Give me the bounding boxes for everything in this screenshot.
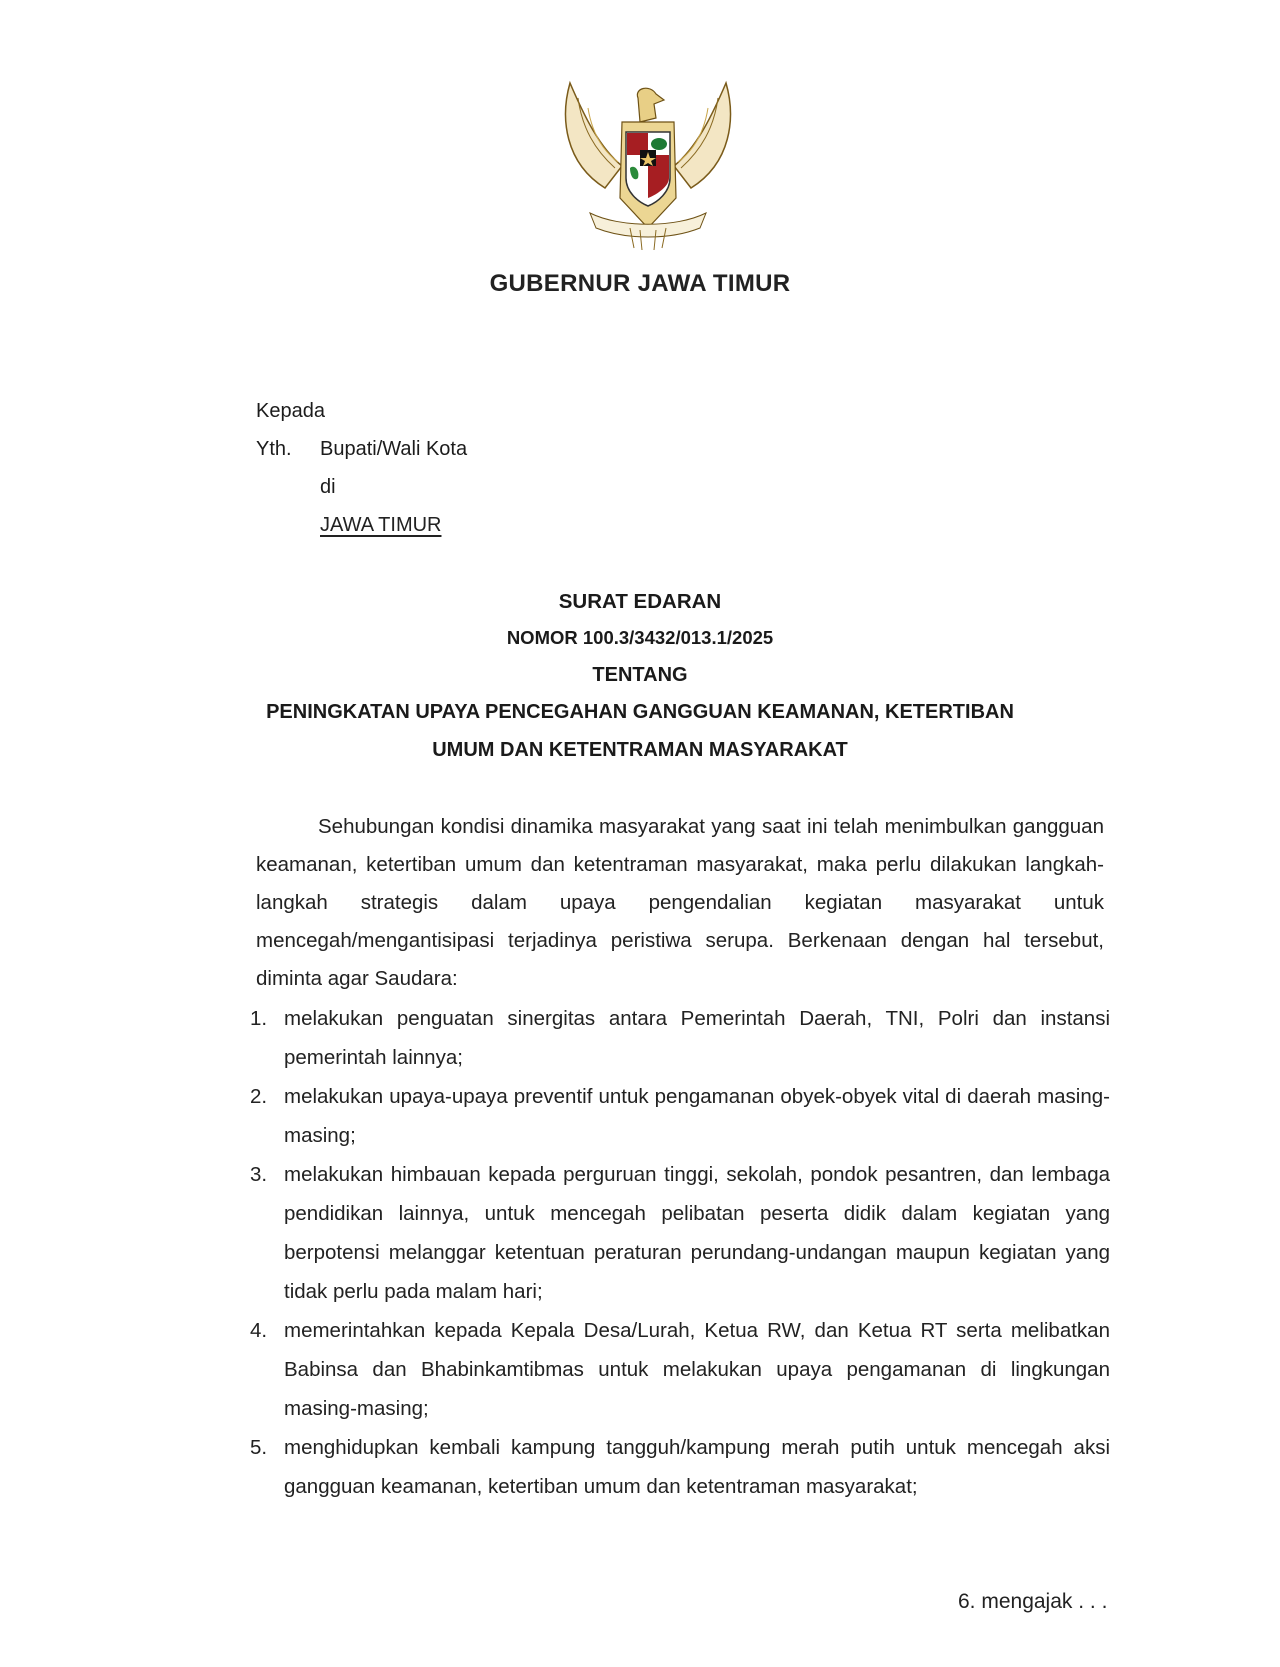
list-item-text: melakukan upaya-upaya preventif untuk pengamanan obyek-obyek vital di daerah masing-masing;: [284, 1085, 1110, 1147]
garuda-emblem-icon: [560, 78, 736, 256]
address-recipient: Bupati/Wali Kota: [320, 438, 468, 460]
doc-type: SURAT EDARAN: [558, 590, 722, 613]
address-location: JAWA TIMUR: [320, 514, 442, 536]
list-item-number: 5.: [250, 1436, 268, 1459]
list-item-text: menghidupkan kembali kampung tangguh/kampung merah putih untuk mencegah aksi gangguan keamanan, ketertiban umum dan ketentraman masyarakat;: [284, 1436, 1110, 1498]
list-item-text: memerintahkan kepada Kepala Desa/Lurah, Ketua RW, dan Ketua RT serta melibatkan Babinsa dan Bhabinkamtibmas untuk melakukan upaya pengamanan di lingkungan masing-masing;: [284, 1319, 1110, 1420]
instruction-list: [250, 999, 1110, 1506]
about-label: TENTANG: [592, 664, 688, 686]
list-item-number: 2.: [250, 1085, 268, 1108]
list-item: [250, 1077, 1110, 1155]
list-item-text: melakukan penguatan sinergitas antara Pemerintah Daerah, TNI, Polri dan instansi pemerintah lainnya;: [284, 1007, 1110, 1069]
list-item: [250, 999, 1110, 1077]
list-item: [250, 1311, 1110, 1428]
subject-line-1: PENINGKATAN UPAYA PENCEGAHAN GANGGUAN KEAMANAN, KETERTIBAN: [266, 701, 1014, 723]
page-continuation: 6. mengajak . . .: [958, 1590, 1108, 1613]
address-di: di: [320, 476, 336, 498]
list-item: [250, 1155, 1110, 1311]
doc-number: NOMOR 100.3/3432/013.1/2025: [506, 627, 774, 648]
list-item-number: 1.: [250, 1007, 268, 1030]
list-item: [250, 1428, 1110, 1506]
subject-line-2: UMUM DAN KETENTRAMAN MASYARAKAT: [432, 739, 848, 761]
list-item-number: 3.: [250, 1163, 268, 1186]
list-item-number: 4.: [250, 1319, 268, 1342]
list-item-text: melakukan himbauan kepada perguruan tinggi, sekolah, pondok pesantren, dan lembaga pendidikan lainnya, untuk mencegah pelibatan peserta didik dalam kegiatan yang berpotensi melanggar ketentuan peraturan perundang-undangan maupun kegiatan yang tidak perlu pada malam hari;: [284, 1163, 1110, 1303]
address-yth-label: Yth.: [256, 438, 292, 460]
intro-paragraph: Sehubungan kondisi dinamika masyarakat yang saat ini telah menimbulkan gangguan keamanan, ketertiban umum dan ketentraman masyarakat, maka perlu dilakukan langkah-langkah strategis dalam upaya pengendalian kegiatan masyarakat untuk mencegah/mengantisipasi terjadinya peristiwa serupa. Berkenaan dengan hal tersebut, diminta agar Saudara:: [256, 815, 1104, 990]
issuer-title: GUBERNUR JAWA TIMUR: [489, 270, 791, 297]
address-kepada: Kepada: [256, 400, 325, 422]
